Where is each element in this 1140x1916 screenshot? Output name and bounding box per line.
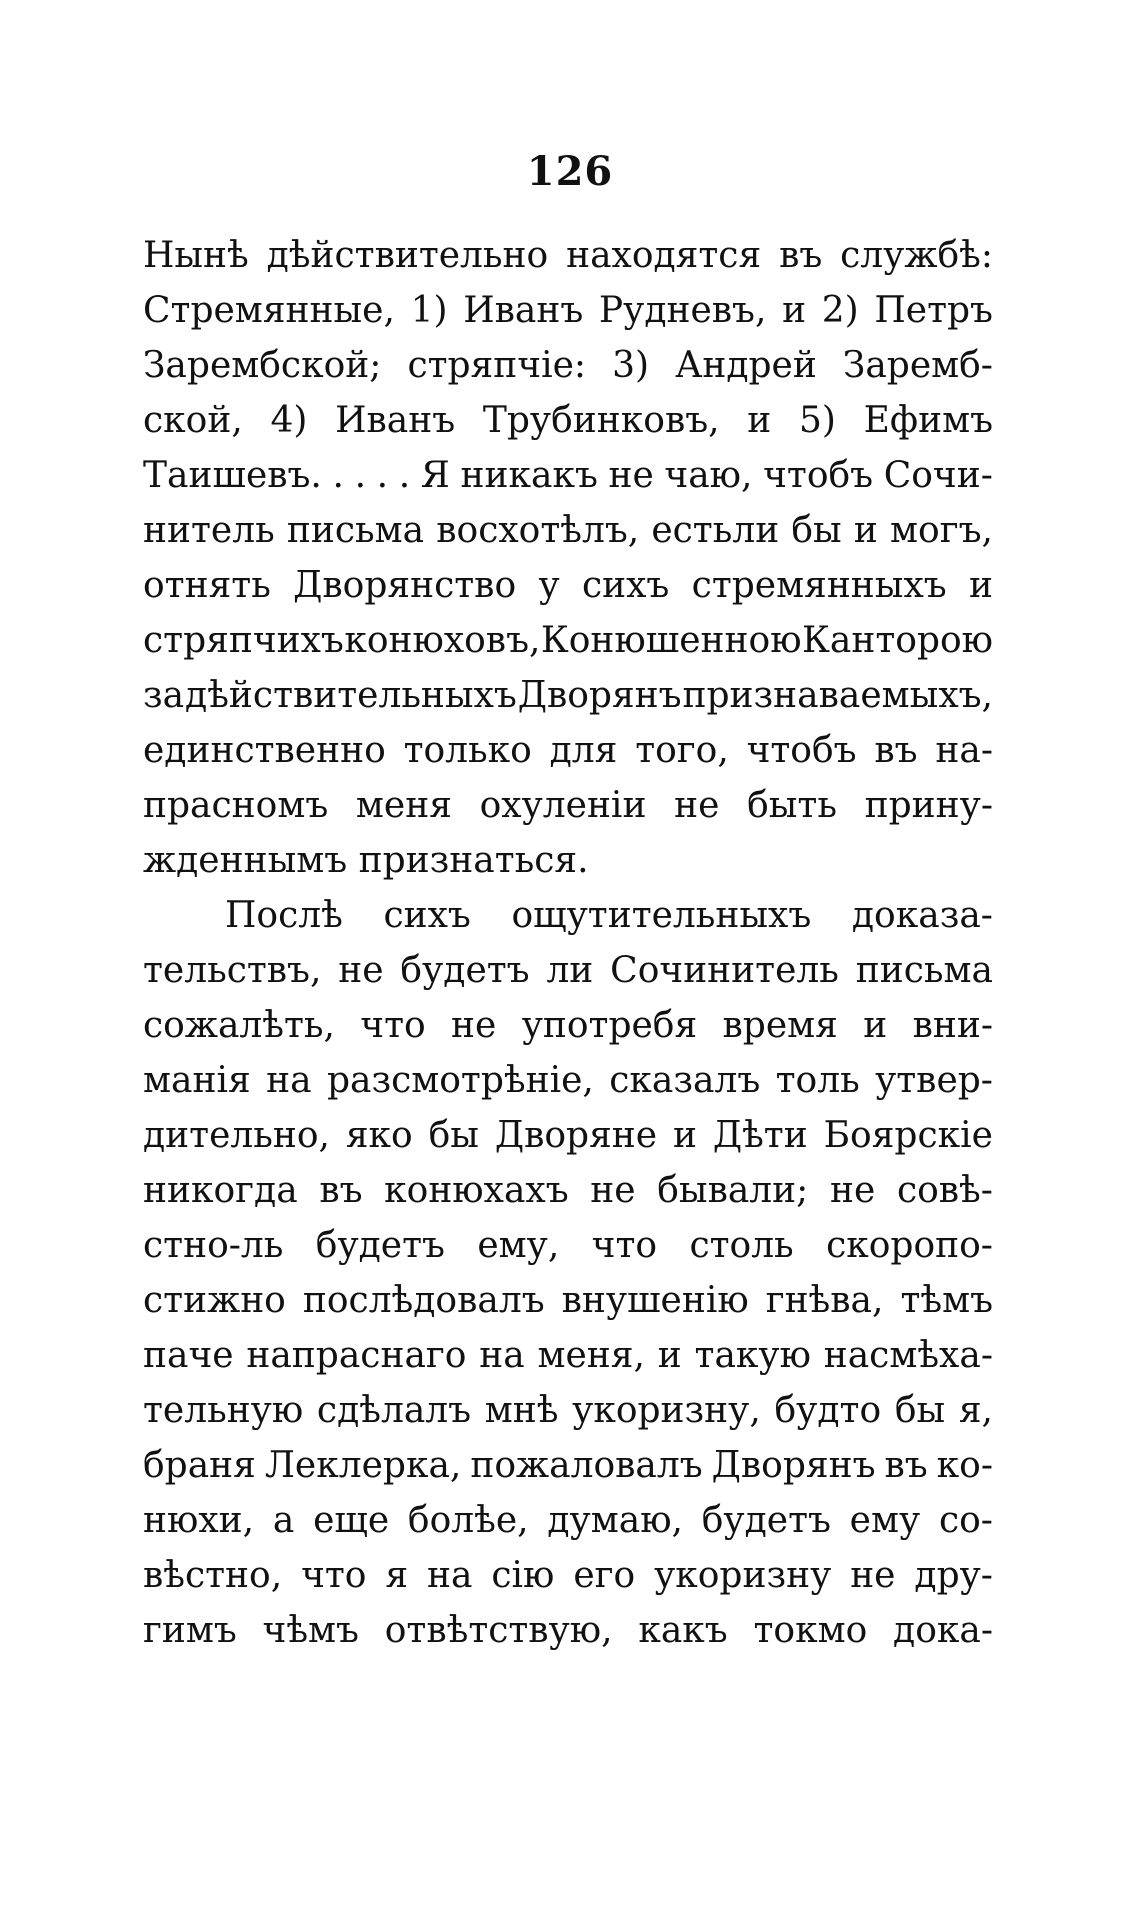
text-line: паче напраснаго на меня, и такую насмѣха-	[143, 1335, 993, 1376]
text-body	[143, 228, 993, 1658]
text-line: стно-ль будетъ ему, что столь скоропо-	[143, 1225, 993, 1266]
text-line: дительно, яко бы Дворяне и Дѣти Боярскіе	[143, 1115, 993, 1156]
text-line: единственно только для того, чтобъ въ на-	[143, 730, 993, 771]
text-line: стряпчихъ конюховъ, Конюшенною Канторою	[143, 620, 993, 661]
text-line: Зарембской; стряпчіе: 3) Андрей Зaремб-	[143, 345, 993, 386]
text-line: браня Леклерка, пожаловалъ Дворянъ въ ко-	[143, 1445, 993, 1486]
text-line: сожалѣть, что не употребя время и вни-	[143, 1005, 993, 1046]
text-line: Стремянные, 1) Иванъ Рудневъ, и 2) Петръ	[143, 290, 993, 331]
text-line: ской, 4) Иванъ Трубинковъ, и 5) Ефимъ	[143, 400, 993, 441]
text-line: Таишевъ. . . . . Я никакъ не чаю, чтобъ Сочи-	[143, 455, 993, 496]
text-line: отнять Дворянство у сихъ стремянныхъ и	[143, 565, 993, 606]
text-line: тельную сдѣлалъ мнѣ укоризну, будто бы я,	[143, 1390, 993, 1431]
text-line: за дѣйствительныхъ Дворянъ признаваемыхъ,	[143, 675, 993, 716]
text-line: манія на разсмотрѣніе, сказалъ толь утвер-	[143, 1060, 993, 1101]
text-line: нитель письма восхотѣлъ, естьли бы и могъ,	[143, 510, 993, 551]
text-line: Нынѣ дѣйствительно находятся въ службѣ:	[143, 235, 993, 276]
text-line: нюхи, а еще болѣе, думаю, будетъ ему со-	[143, 1500, 993, 1541]
text-line: стижно послѣдовалъ внушенію гнѣва, тѣмъ	[143, 1280, 993, 1321]
text-line: жденнымъ признаться.	[143, 840, 589, 881]
text-line: вѣстно, что я на сію его укоризну не дру-	[143, 1555, 993, 1596]
page-number: 126	[526, 148, 614, 195]
text-line: прасномъ меня охуленіи не быть прину-	[143, 785, 993, 826]
text-line: гимъ чѣмъ отвѣтствую, какъ токмо дока-	[143, 1610, 993, 1651]
text-line: никогда въ конюхахъ не бывали; не совѣ-	[143, 1170, 993, 1211]
text-line: тельствъ, не будетъ ли Сочинитель письма	[143, 950, 993, 991]
paragraph-1	[143, 228, 993, 888]
paragraph-2	[143, 888, 993, 1658]
text-line: Послѣ сихъ ощутительныхъ доказа-	[225, 895, 993, 936]
